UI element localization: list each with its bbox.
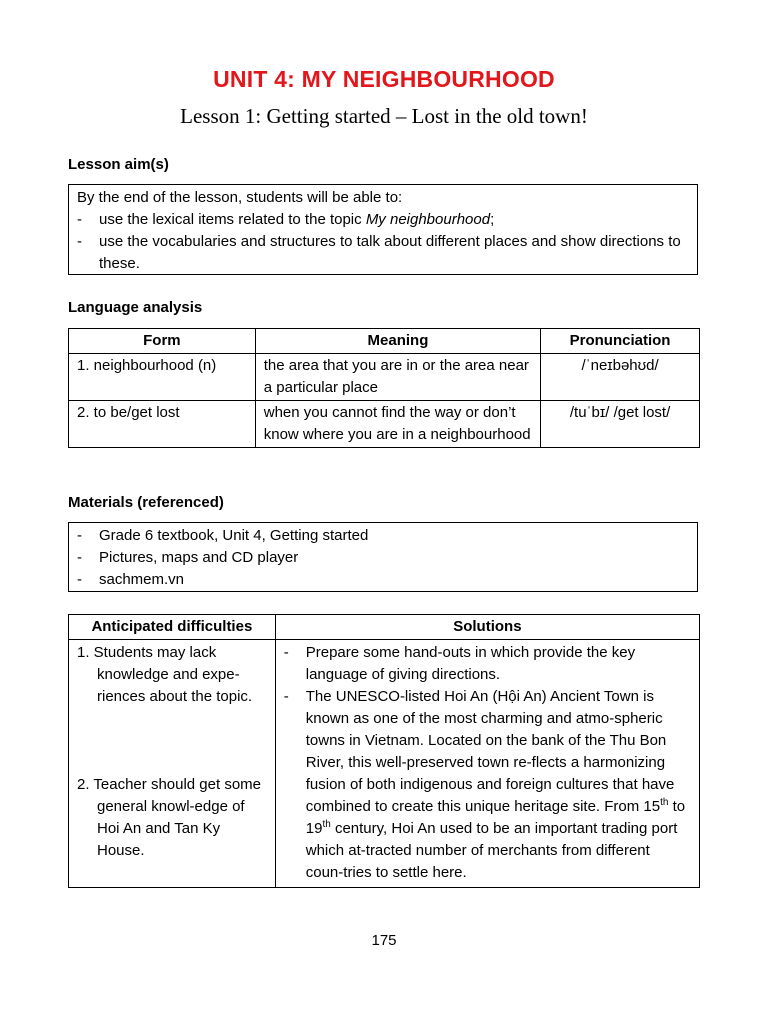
aims-item-1: - use the lexical items related to the topic My neighbourhood; <box>77 211 495 228</box>
lesson-title: Lesson 1: Getting started – Lost in the old town! <box>180 104 588 128</box>
solutions-cell <box>275 640 699 888</box>
aims-intro: By the end of the lesson, students will be able to: <box>77 189 403 206</box>
aims-item-1-italic: My neighbourhood <box>365 211 491 228</box>
lesson-aims-box <box>68 184 698 275</box>
table-row <box>69 640 700 888</box>
difficulty-item-1: 1. Students may lack knowledge and expe-riences about the topic. <box>77 644 253 705</box>
pronunciation-cell: /tuˈbɪ/ /get lost/ <box>541 401 700 448</box>
unit-title: UNIT 4: MY NEIGHBOURHOOD <box>213 66 555 92</box>
table-row <box>69 354 700 401</box>
column-header-meaning: Meaning <box>255 329 540 354</box>
language-analysis-heading: Language analysis <box>68 299 203 316</box>
difficulties-table <box>68 614 700 888</box>
table-row <box>69 401 700 448</box>
form-cell: 2. to be/get lost <box>69 401 256 448</box>
table-header-row <box>69 615 700 640</box>
materials-heading: Materials (referenced) <box>68 494 224 511</box>
table-header-row <box>69 329 700 354</box>
page-number: 175 <box>371 932 397 949</box>
list-item: - Grade 6 textbook, Unit 4, Getting started <box>77 527 369 544</box>
column-header-difficulties: Anticipated difficulties <box>69 615 276 640</box>
difficulty-item-2: 2. Teacher should get some general knowl-edge of Hoi An and Tan Ky House. <box>77 776 262 859</box>
materials-box <box>68 522 698 592</box>
solution-item-1: - Prepare some hand-outs in which provide the key language of giving directions. <box>283 644 636 683</box>
language-analysis-table <box>68 328 700 448</box>
solution-item-2: - The UNESCO-listed Hoi An (Hội An) Ancient Town is known as one of the most charming and atmo-spheric towns in Vietnam. Located on the bank of the Thu Bon River, this well-preserved town re-flects a harmonizing fusion of both indigenous and foreign cultures that have combined to create this unique heritage site. From 15th to 19th century, Hoi An used to be an important trading port which at-tracted number of merchants from different coun-tries to settle here. <box>283 688 686 881</box>
meaning-cell: when you cannot find the way or don’t know where you are in a neighbourhood <box>255 401 540 448</box>
column-header-solutions: Solutions <box>275 615 699 640</box>
difficulties-cell <box>69 640 276 888</box>
column-header-form: Form <box>69 329 256 354</box>
form-cell: 1. neighbourhood (n) <box>69 354 256 401</box>
meaning-cell: the area that you are in or the area near a particular place <box>255 354 540 401</box>
list-item: - sachmem.vn <box>77 571 185 588</box>
column-header-pronunciation: Pronunciation <box>541 329 700 354</box>
aims-item-2: - use the vocabularies and structures to talk about different places and show directions to these. <box>77 233 681 272</box>
list-item: - Pictures, maps and CD player <box>77 549 299 566</box>
pronunciation-cell: /ˈneɪbəhʊd/ <box>541 354 700 401</box>
lesson-aims-heading: Lesson aim(s) <box>68 156 169 173</box>
